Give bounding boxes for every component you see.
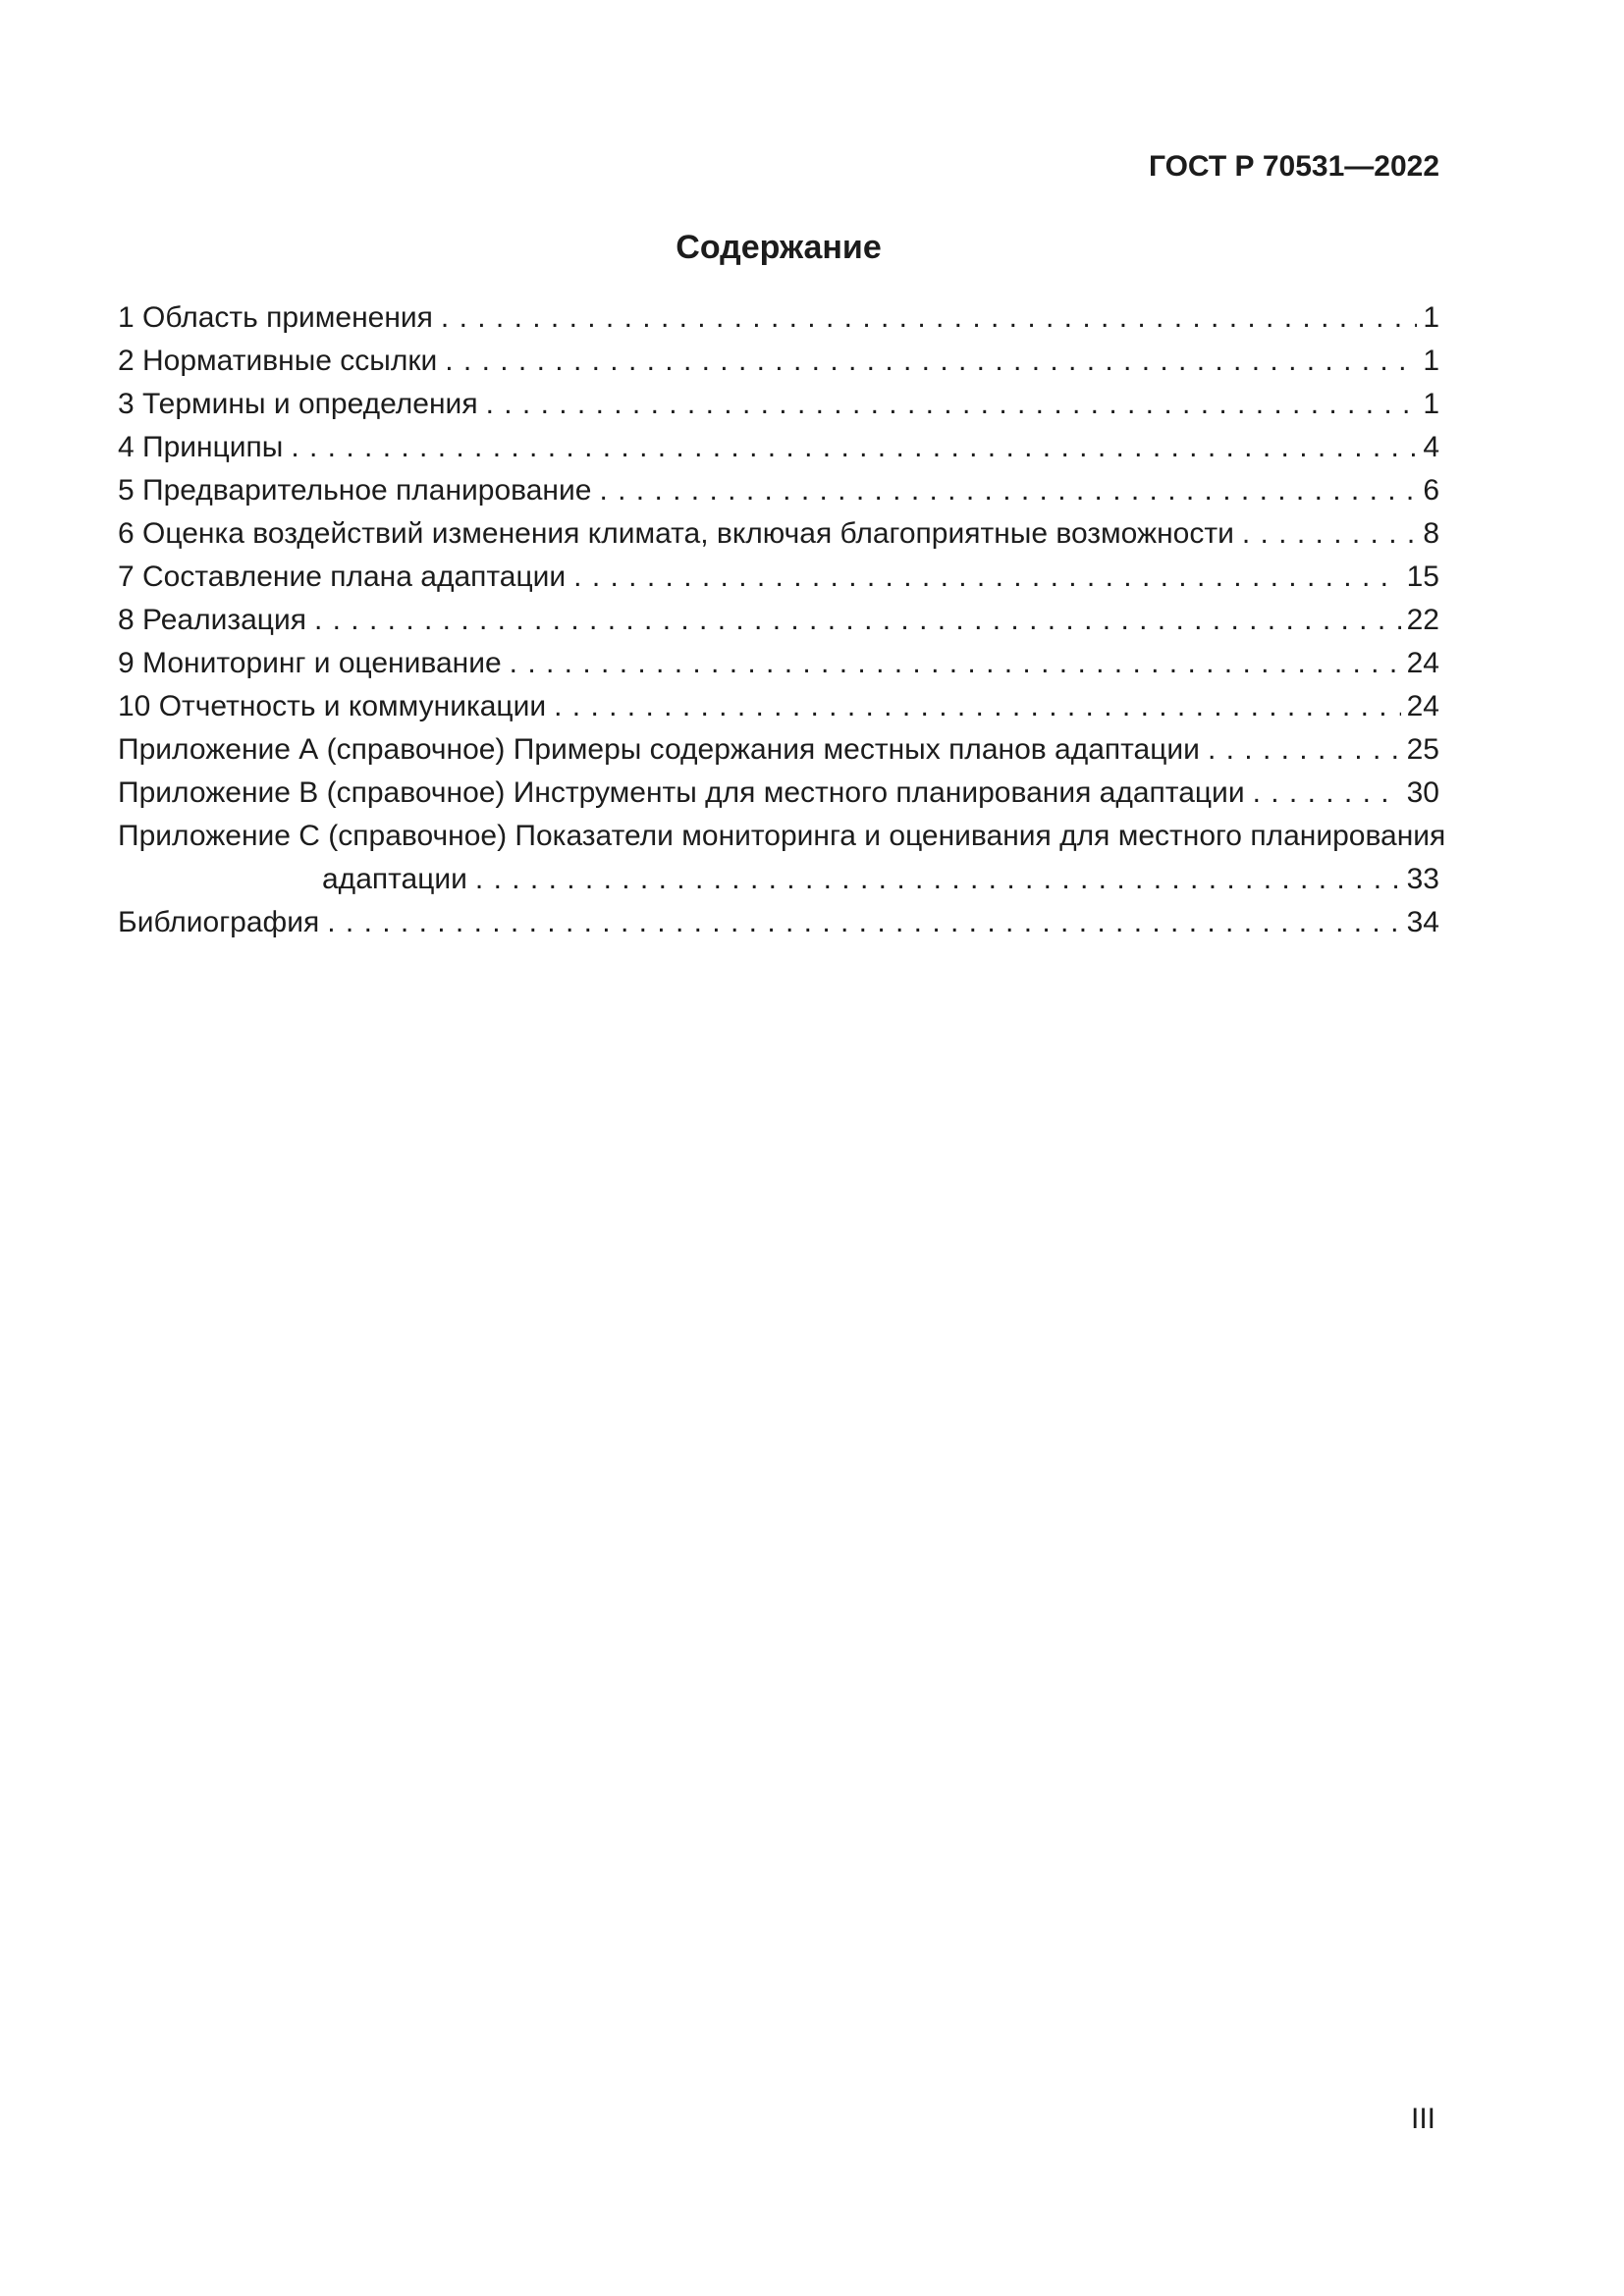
toc-entry-label: 10 Отчетность и коммуникации <box>118 690 547 722</box>
toc-entry <box>118 599 1439 642</box>
toc-entry <box>118 901 1439 944</box>
toc-entry-page: 1 <box>1423 345 1439 377</box>
toc-entry-page: 15 <box>1406 561 1439 593</box>
toc-entry-page: 33 <box>1406 863 1439 895</box>
toc-entry <box>118 728 1439 772</box>
toc-entry-label: 7 Составление плана адаптации <box>118 561 567 593</box>
toc-entry-label: 9 Мониторинг и оценивание <box>118 647 502 679</box>
toc-entry-label: 2 Нормативные ссылки <box>118 345 438 377</box>
toc-entry <box>118 426 1439 469</box>
toc-entry-page: 4 <box>1423 431 1439 463</box>
toc-entry-label: Приложение А (справочное) Примеры содержания местных планов адаптации <box>118 733 1200 766</box>
toc-entry <box>118 383 1439 426</box>
dot-leader <box>510 642 1401 685</box>
toc-entry <box>118 296 1439 340</box>
dot-leader <box>291 426 1417 469</box>
toc-entry-label: адаптации <box>322 863 467 895</box>
toc-entry-label: 1 Область применения <box>118 301 433 334</box>
toc-entry <box>118 512 1439 556</box>
toc-entry <box>118 685 1439 728</box>
dot-leader <box>1208 728 1401 772</box>
toc-entry <box>118 815 1446 858</box>
dot-leader <box>445 340 1417 383</box>
table-of-contents <box>118 296 1446 944</box>
toc-entry <box>118 772 1439 815</box>
toc-entry-page: 24 <box>1406 690 1439 722</box>
toc-entry <box>118 556 1439 599</box>
toc-entry-page: 1 <box>1423 388 1439 420</box>
doc-code: ГОСТ Р 70531—2022 <box>1148 150 1439 183</box>
dot-leader <box>573 556 1400 599</box>
toc-entry-label: Приложение С (справочное) Показатели мониторинга и оценивания для местного планирования <box>118 820 1446 852</box>
toc-entry-label: 5 Предварительное планирование <box>118 474 592 507</box>
toc-entry-page: 34 <box>1406 906 1439 938</box>
toc-entry-label: 8 Реализация <box>118 604 306 636</box>
toc-entry <box>118 469 1439 512</box>
toc-entry-label: Приложение В (справочное) Инструменты для местного планирования адаптации <box>118 776 1245 809</box>
toc-entry-page: 24 <box>1406 647 1439 679</box>
toc-entry-page: 1 <box>1423 301 1439 334</box>
dot-leader <box>599 469 1417 512</box>
toc-entry-page: 22 <box>1406 604 1439 636</box>
toc-entry <box>118 340 1439 383</box>
toc-entry-label: 3 Термины и определения <box>118 388 478 420</box>
dot-leader <box>554 685 1401 728</box>
toc-entry-page: 25 <box>1406 733 1439 766</box>
dot-leader <box>1253 772 1401 815</box>
toc-entry <box>118 642 1439 685</box>
toc-entry-label: Библиография <box>118 906 320 938</box>
dot-leader <box>486 383 1418 426</box>
page-footer-number: III <box>1410 2103 1435 2135</box>
document-page <box>118 0 1446 944</box>
dot-leader <box>1242 512 1417 556</box>
toc-entry-continuation <box>118 858 1439 901</box>
toc-entry-label: 4 Принципы <box>118 431 284 463</box>
document-header <box>118 0 1439 185</box>
toc-entry-page: 6 <box>1423 474 1439 507</box>
dot-leader <box>441 296 1417 340</box>
toc-entry-label: 6 Оценка воздействий изменения климата, включая благоприятные возможности <box>118 517 1234 550</box>
toc-entry-page: 30 <box>1406 776 1439 809</box>
dot-leader <box>475 858 1401 901</box>
page-title: Содержание <box>676 229 882 266</box>
toc-entry-page: 8 <box>1423 517 1439 550</box>
dot-leader <box>327 901 1400 944</box>
dot-leader <box>314 599 1401 642</box>
